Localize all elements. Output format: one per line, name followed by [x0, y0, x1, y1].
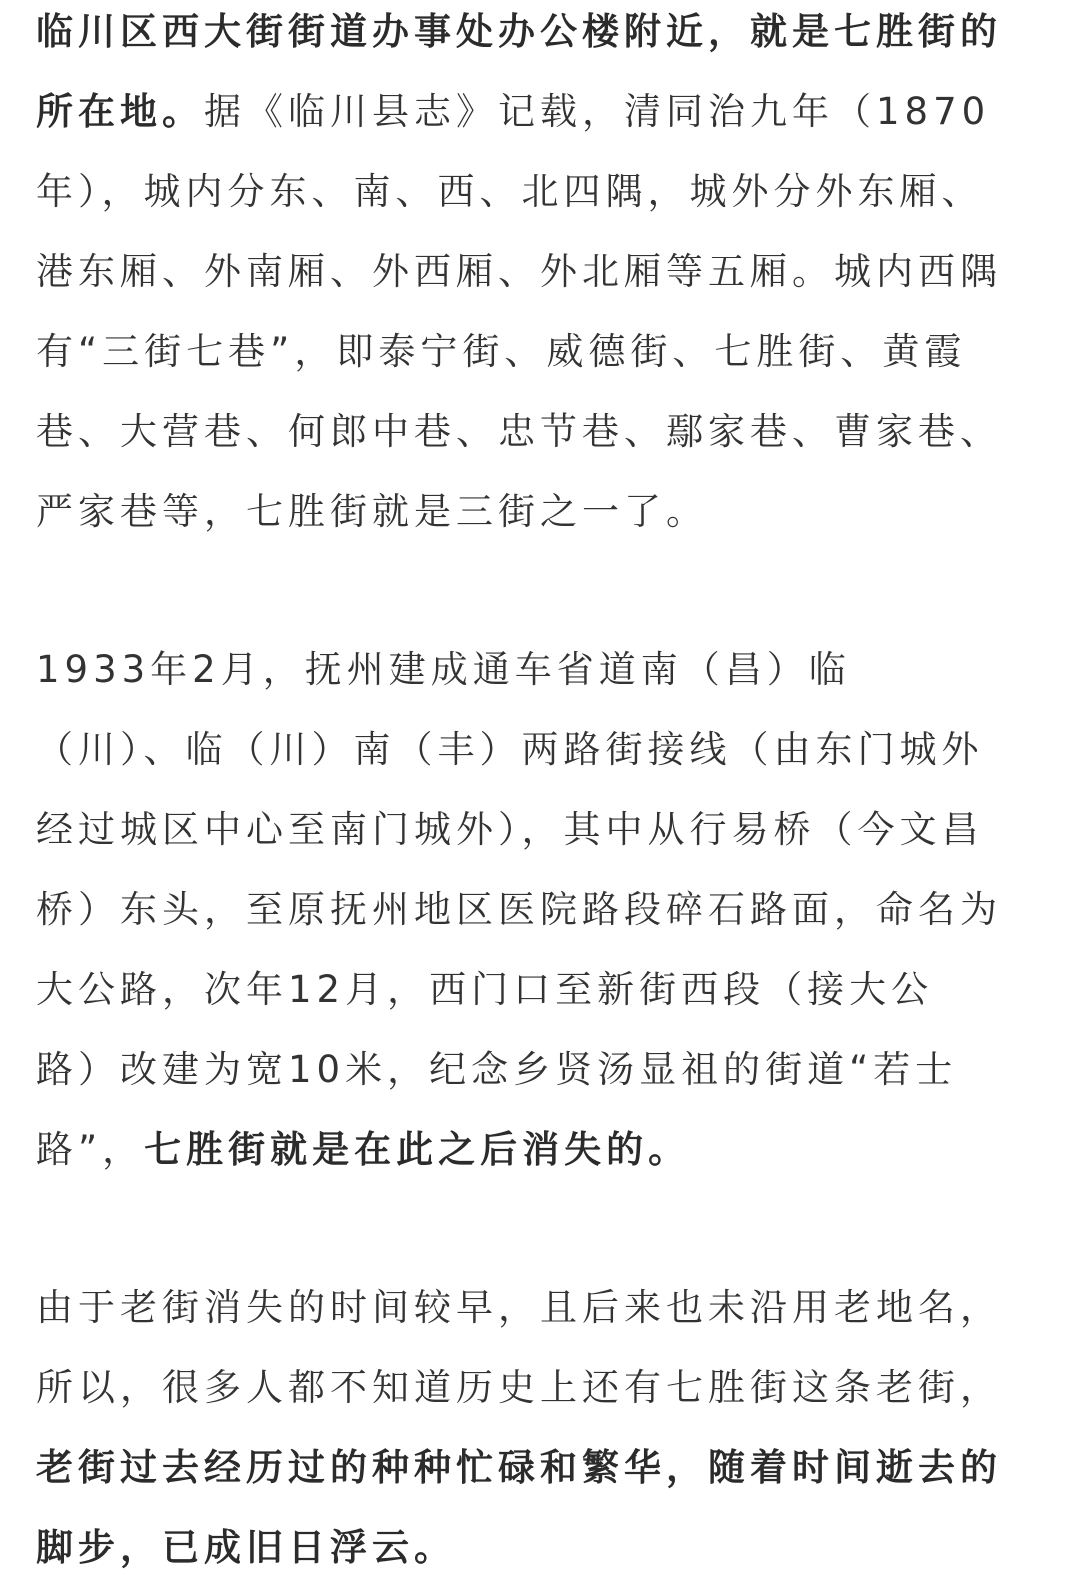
- paragraph-1: [36, 0, 1011, 552]
- text-line: [36, 392, 1011, 472]
- text-run: 有“三街七巷”，即泰宁街、威德街、七胜街、黄霞: [36, 330, 967, 373]
- text-run: 大公路，次年12月，西门口至新街西段（接大公: [36, 968, 934, 1011]
- text-run: 港东厢、外南厢、外西厢、外北厢等五厢。城内西隅: [36, 250, 1002, 293]
- text-line: [36, 1268, 1011, 1348]
- text-line: [36, 950, 1011, 1030]
- paragraph-spacer: [36, 552, 1011, 630]
- article-body: [36, 0, 1011, 1588]
- paragraph-spacer: [36, 1190, 1011, 1268]
- text-line: [36, 1348, 1011, 1428]
- text-bold: 所在地。: [36, 90, 204, 133]
- text-run: 据《临川县志》记载，清同治九年（1870: [204, 90, 991, 133]
- text-run: （川）、临（川）南（丰）两路街接线（由东门城外: [36, 728, 984, 771]
- text-run: 所以，很多人都不知道历史上还有七胜街这条老街，: [36, 1366, 1002, 1409]
- text-run: 经过城区中心至南门城外），其中从行易桥（今文昌: [36, 808, 984, 851]
- text-bold: 临川区西大街街道办事处办公楼附近，就是七胜街的: [36, 10, 1002, 53]
- text-line: [36, 1110, 1011, 1190]
- text-run: 桥）东头，至原抚州地区医院路段碎石路面，命名为: [36, 888, 1002, 931]
- text-run: 严家巷等，七胜街就是三街之一了。: [36, 490, 708, 533]
- text-run: 由于老街消失的时间较早，且后来也未沿用老地名，: [36, 1286, 1002, 1329]
- text-line: [36, 870, 1011, 950]
- text-line: [36, 1428, 1011, 1508]
- text-line: [36, 1030, 1011, 1110]
- paragraph-2: [36, 630, 1011, 1190]
- text-line: [36, 630, 1011, 710]
- text-run: 路）改建为宽10米，纪念乡贤汤显祖的街道“若士: [36, 1048, 958, 1091]
- text-run: 路”，: [36, 1128, 145, 1171]
- text-line: [36, 790, 1011, 870]
- text-run: 年），城内分东、南、西、北四隅，城外分外东厢、: [36, 170, 984, 213]
- text-bold: 脚步，已成旧日浮云。: [36, 1526, 456, 1569]
- text-line: [36, 152, 1011, 232]
- text-run: 1933年2月，抚州建成通车省道南（昌）临: [36, 648, 851, 691]
- text-line: [36, 710, 1011, 790]
- text-line: [36, 1508, 1011, 1588]
- text-line: [36, 312, 1011, 392]
- text-run: 巷、大营巷、何郎中巷、忠节巷、鄢家巷、曹家巷、: [36, 410, 1002, 453]
- text-bold: 老街过去经历过的种种忙碌和繁华，随着时间逝去的: [36, 1446, 1002, 1489]
- text-line: [36, 0, 1011, 72]
- text-line: [36, 232, 1011, 312]
- paragraph-3: [36, 1268, 1011, 1588]
- text-line: [36, 472, 1011, 552]
- text-line: [36, 72, 1011, 152]
- text-bold: 七胜街就是在此之后消失的。: [144, 1128, 691, 1171]
